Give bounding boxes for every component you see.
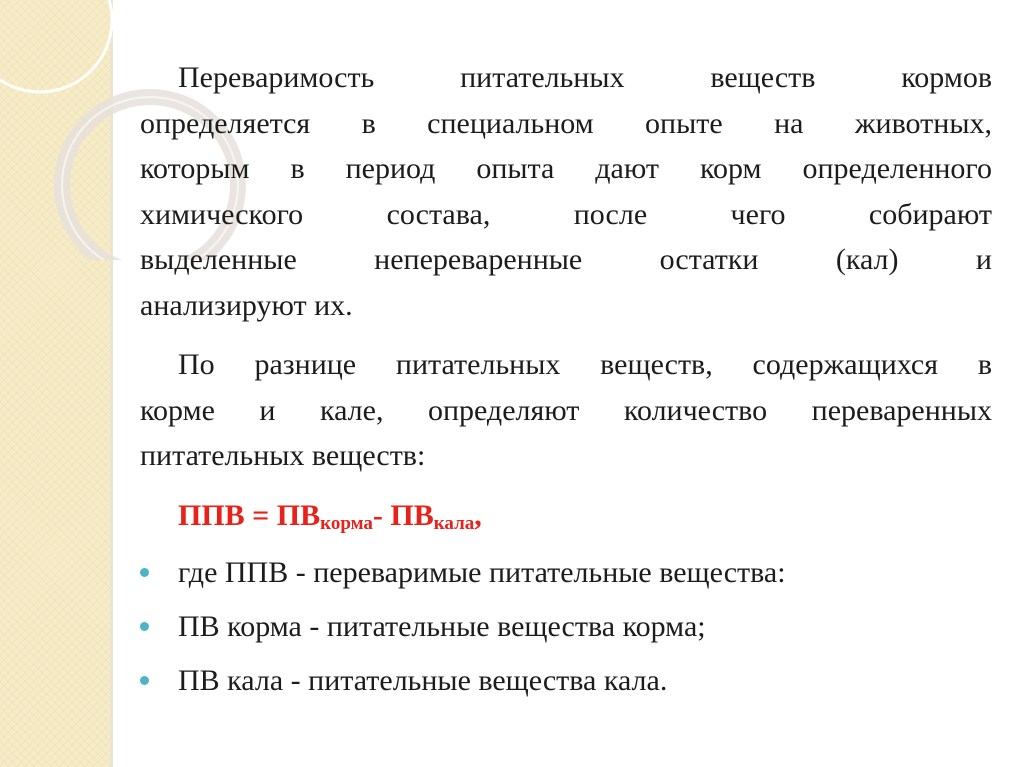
paragraph2-line: По разнице питательных веществ, содержащихся в bbox=[178, 348, 992, 381]
formula-subscript-feces: кала bbox=[433, 512, 475, 534]
paragraph1-line: Переваримость питательных веществ кормов bbox=[178, 61, 992, 94]
formula bbox=[178, 493, 992, 538]
decorative-ring-top bbox=[0, 0, 112, 92]
formula-main-1: ППВ = ПВ bbox=[178, 498, 321, 532]
paragraph1-line: определяется в специальном опыте на животных, bbox=[140, 106, 992, 140]
paragraph1-line: выделенные непереваренные остатки (кал) и bbox=[140, 243, 992, 276]
list-item bbox=[140, 550, 992, 595]
bullet-dot-icon bbox=[140, 568, 149, 577]
list-item-text: ПВ кала - питательные вещества кала. bbox=[178, 663, 668, 697]
paragraph2-line: питательных веществ: bbox=[140, 439, 426, 472]
paragraph1-line: химического состава, после чего собирают bbox=[140, 197, 992, 231]
list-item bbox=[140, 604, 992, 649]
slide-content bbox=[140, 55, 992, 712]
paragraph-digestibility-definition bbox=[140, 55, 992, 328]
formula-main-2: - ПВ bbox=[372, 498, 434, 532]
paragraph1-line: анализируют их. bbox=[140, 288, 353, 322]
definitions-list bbox=[140, 550, 992, 703]
formula-tail: , bbox=[474, 498, 482, 532]
paragraph1-line: которым в период опыта дают корм определенного bbox=[140, 152, 992, 185]
list-item-text: ПВ корма - питательные вещества корма; bbox=[178, 609, 706, 643]
list-item bbox=[140, 658, 992, 703]
bullet-dot-icon bbox=[140, 622, 149, 631]
bullet-dot-icon bbox=[140, 676, 149, 685]
formula-subscript-feed: корма bbox=[320, 512, 373, 534]
paragraph2-line: корме и кале, определяют количество переваренных bbox=[140, 393, 992, 427]
paragraph-difference-method bbox=[140, 342, 992, 479]
list-item-text: где ППВ - переваримые питательные вещества: bbox=[178, 555, 786, 589]
